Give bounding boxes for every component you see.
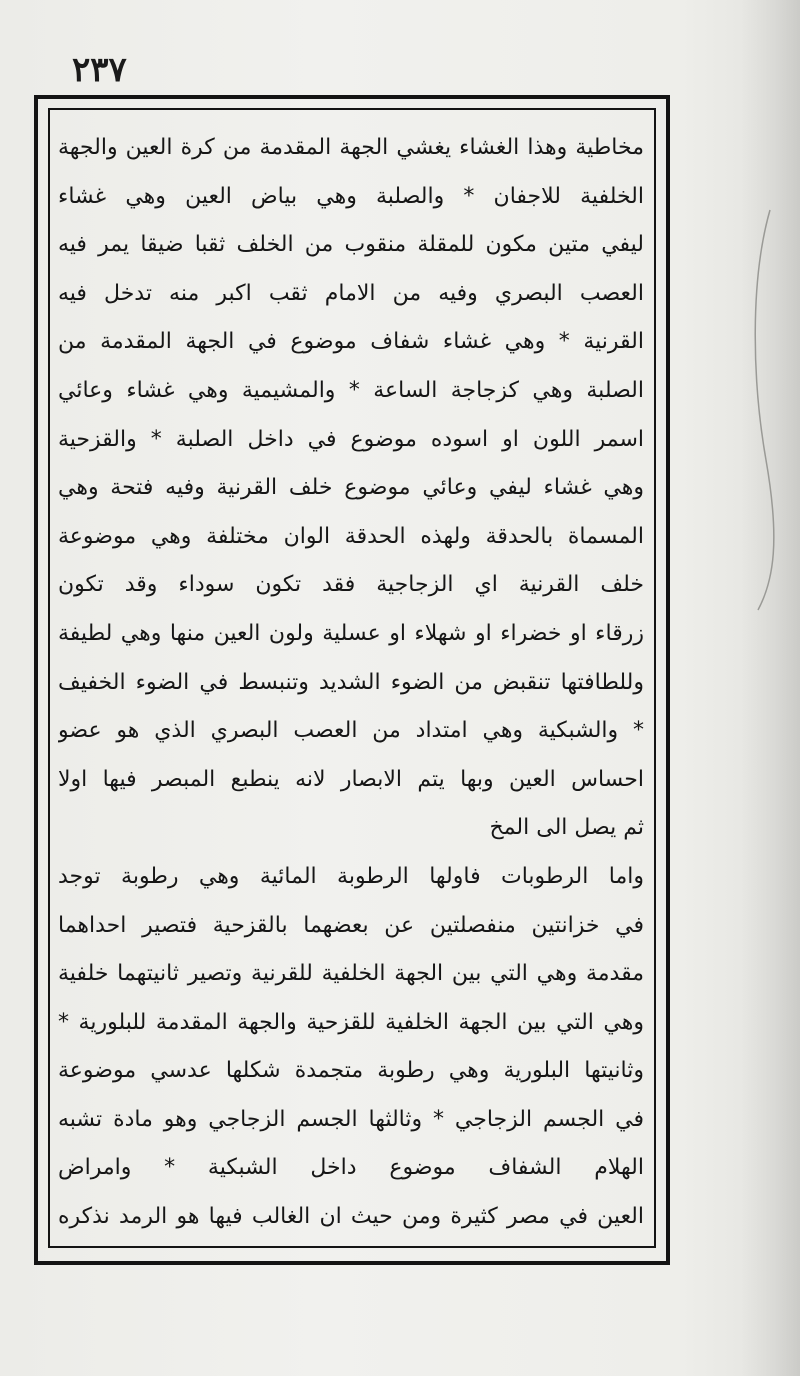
text-line: المسماة بالحدقة ولهذه الحدقة الوان مختلفة وهي موضوعة — [58, 523, 644, 549]
text-line: ليفي متين مكون للمقلة منقوب من الخلف ثقبا ضيقا يمر فيه — [58, 232, 644, 258]
text-line: مخاطية وهذا الغشاء يغشي الجهة المقدمة من كرة العين والجهة — [58, 135, 644, 160]
text-line: واما الرطوبات فاولها الرطوبة المائية وهي رطوبة توجد — [58, 863, 644, 889]
text-line: اسمر اللون او اسوده موضوع في داخل الصلبة * والقزحية — [58, 426, 644, 452]
text-line: ثم يصل الى المخ — [489, 815, 644, 841]
text-line: وثانيتها البلورية وهي رطوبة متجمدة شكلها عدسي موضوعة — [58, 1058, 644, 1084]
text-line: مقدمة وهي التي بين الجهة الخلفية للقرنية وتصير ثانيتهما خلفية — [58, 961, 644, 987]
text-line: خلف القرنية اي الزجاجية فقد تكون سوداء وقد تكون — [58, 572, 644, 598]
text-line: احساس العين وبها يتم الابصار لانه ينطبع المبصر فيها اولا — [58, 766, 644, 792]
text-line: الصلبة وهي كزجاجة الساعة * والمشيمية وهي غشاء وعائي — [58, 377, 644, 403]
text-line: وهي غشاء ليفي وعائي موضوع خلف القرنية وفيه فتحة وهي — [58, 475, 644, 501]
page-number: ٢٣٧ — [72, 50, 127, 90]
text-line: القرنية * وهي غشاء شفاف موضوع في الجهة المقدمة من — [58, 329, 644, 355]
text-line: الهلام الشفاف موضوع داخل الشبكية * وامراض — [58, 1155, 644, 1181]
text-line: في الجسم الزجاجي * وثالثها الجسم الزجاجي وهو مادة تشبه — [58, 1106, 644, 1132]
text-line: وهي التي بين الجهة الخلفية للقزحية والجهة المقدمة للبلورية * — [58, 1009, 644, 1035]
text-frame — [48, 108, 656, 1248]
text-line: العصب البصري وفيه من الامام ثقب اكبر منه تدخل فيه — [58, 280, 644, 306]
text-line: وللطافتها تنقبض من الضوء الشديد وتنبسط في الضوء الخفيف — [58, 669, 644, 695]
body-text — [58, 124, 644, 1242]
text-line: زرقاء او خضراء او شهلاء او عسلية ولون العين منها وهي لطيفة — [58, 620, 644, 646]
text-line: في خزانتين منفصلتين عن بعضهما بالقزحية فتصير احداهما — [58, 912, 644, 938]
text-line: العين في مصر كثيرة ومن حيث ان الغالب فيها هو الرمد نذكره — [58, 1204, 644, 1230]
margin-pencil-mark — [740, 200, 780, 620]
text-line: * والشبكية وهي امتداد من العصب البصري الذي هو عضو — [58, 718, 644, 744]
text-line: الخلفية للاجفان * والصلبة وهي بياض العين وهي غشاء — [58, 183, 644, 209]
